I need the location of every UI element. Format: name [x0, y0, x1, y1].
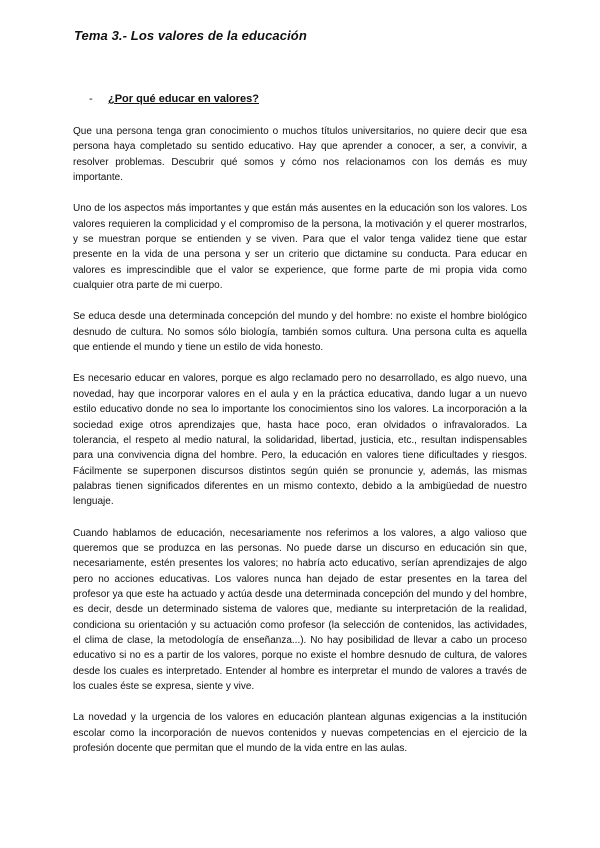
paragraph: Es necesario educar en valores, porque es algo reclamado pero no desarrollado, es algo nuevo, una novedad, hay que incorporar valores en el aula y en la práctica educativa, dando lugar a un nuevo estilo educativo donde no sea lo importante los conocimientos sino los valores. La incorporación a la sociedad exige otros aprendizajes que, hasta hace poco, eran olvidados o infravalorados. La tolerancia, el respeto al medio natural, la solidaridad, libertad, justicia, etc., resultan indispensables para una convivencia digna del hombre. Pero, la educación en valores tiene dificultades y riesgos. Fácilmente se superponen discursos distintos según quién se pronuncie y, además, las mismas palabras tienen significados diferentes en un mismo contexto, debido a la ambigüedad de nuestro lenguaje.: [73, 373, 527, 508]
section-heading: [89, 93, 259, 105]
paragraph: La novedad y la urgencia de los valores en educación plantean algunas exigencias a la institución escolar como la incorporación de nuevos contenidos y nuevas competencias en el ejercicio de la profesión docente que permitan que el mundo de la vida entre en las aulas.: [73, 712, 527, 755]
section-heading-text: ¿Por qué educar en valores?: [108, 93, 259, 105]
paragraph: Uno de los aspectos más importantes y que están más ausentes en la educación son los valores. Los valores requieren la complicidad y el compromiso de la persona, la motivación y el querer mostrarlos, y se muestran porque se entienden y se viven. Para que el valor tenga validez tiene que estar presente en la vida de una persona y ser un criterio que dictamine su conducta. Para educar en valores es imprescindible que el valor se experience, que forme parte de mi propia vida como cualquier otra parte de mi cuerpo.: [73, 203, 527, 292]
heading-bullet: -: [89, 93, 93, 105]
document-body: [73, 124, 527, 772]
document-title: Tema 3.- Los valores de la educación: [74, 28, 307, 43]
paragraph: Que una persona tenga gran conocimiento o muchos títulos universitarios, no quiere decir que esa persona haya completado su sentido educativo. Hay que aprender a conocer, a ser, a convivir, a resolver problemas. Descubrir qué somos y cómo nos relacionamos con los demás es muy importante.: [73, 126, 527, 184]
paragraph: Se educa desde una determinada concepción del mundo y del hombre: no existe el hombre biológico desnudo de cultura. No somos sólo biología, también somos cultura. Una persona culta es aquella que entiende el mundo y tiene un estilo de vida honesto.: [73, 311, 527, 354]
paragraph: Cuando hablamos de educación, necesariamente nos referimos a los valores, a algo valioso que queremos que se produzca en las personas. No puede darse un discurso en educación sin que, necesariamente, estén presentes los valores; no habría acto educativo, serían aprendizajes de algo pero no acciones educativas. Los valores nunca han dejado de estar presentes en la tarea del profesor ya que este ha actuado y actúa desde una determinada concepción del mundo y del hombre, es decir, desde un determinado sistema de valores que, mediante su interpretación de la realidad, condiciona su orientación y su actuación como profesor (la selección de contenidos, las actividades, el clima de clase, la metodología de enseñanza...). No hay posibilidad de llevar a cabo un proceso educativo si no es a partir de los valores, porque no existe el hombre desnudo de cultura, de valores desde los cuales es interpretado. Entender al hombre es interpretar el mundo de valores a través de los cuales éste se expresa, siente y vive.: [73, 527, 527, 692]
